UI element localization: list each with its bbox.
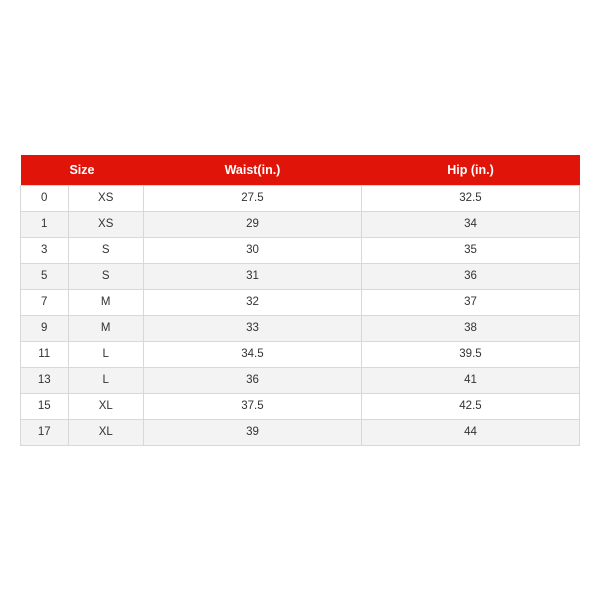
cell-waist: 33 [143, 315, 361, 341]
cell-size-label: XS [68, 211, 143, 237]
cell-hip: 37 [361, 289, 579, 315]
cell-hip: 32.5 [361, 185, 579, 211]
table-row [21, 367, 580, 393]
cell-size-label: M [68, 289, 143, 315]
cell-size-number: 7 [21, 289, 69, 315]
cell-waist: 39 [143, 419, 361, 445]
table-header [21, 155, 580, 186]
cell-size-number: 5 [21, 263, 69, 289]
cell-hip: 39.5 [361, 341, 579, 367]
cell-waist: 37.5 [143, 393, 361, 419]
cell-hip: 34 [361, 211, 579, 237]
cell-hip: 38 [361, 315, 579, 341]
cell-size-number: 17 [21, 419, 69, 445]
column-header-waist: Waist(in.) [143, 155, 361, 186]
column-header-hip: Hip (in.) [361, 155, 579, 186]
cell-waist: 30 [143, 237, 361, 263]
table-row [21, 289, 580, 315]
cell-hip: 35 [361, 237, 579, 263]
table-row [21, 211, 580, 237]
cell-hip: 36 [361, 263, 579, 289]
cell-waist: 27.5 [143, 185, 361, 211]
cell-hip: 42.5 [361, 393, 579, 419]
table-row [21, 263, 580, 289]
cell-waist: 31 [143, 263, 361, 289]
cell-waist: 34.5 [143, 341, 361, 367]
cell-size-label: S [68, 263, 143, 289]
table-row [21, 185, 580, 211]
cell-size-number: 11 [21, 341, 69, 367]
table-row [21, 237, 580, 263]
table-row [21, 419, 580, 445]
cell-size-number: 9 [21, 315, 69, 341]
cell-size-label: XS [68, 185, 143, 211]
size-chart [20, 155, 580, 446]
cell-waist: 36 [143, 367, 361, 393]
size-chart-table [20, 155, 580, 446]
table-row [21, 315, 580, 341]
table-body [21, 185, 580, 445]
cell-size-number: 13 [21, 367, 69, 393]
cell-size-label: M [68, 315, 143, 341]
cell-size-label: XL [68, 419, 143, 445]
cell-size-label: L [68, 341, 143, 367]
cell-waist: 32 [143, 289, 361, 315]
cell-hip: 44 [361, 419, 579, 445]
column-header-size: Size [21, 155, 144, 186]
table-row [21, 393, 580, 419]
cell-size-number: 3 [21, 237, 69, 263]
cell-size-number: 1 [21, 211, 69, 237]
cell-size-number: 0 [21, 185, 69, 211]
cell-size-number: 15 [21, 393, 69, 419]
table-row [21, 341, 580, 367]
cell-waist: 29 [143, 211, 361, 237]
cell-hip: 41 [361, 367, 579, 393]
cell-size-label: L [68, 367, 143, 393]
cell-size-label: S [68, 237, 143, 263]
cell-size-label: XL [68, 393, 143, 419]
table-header-row [21, 155, 580, 186]
